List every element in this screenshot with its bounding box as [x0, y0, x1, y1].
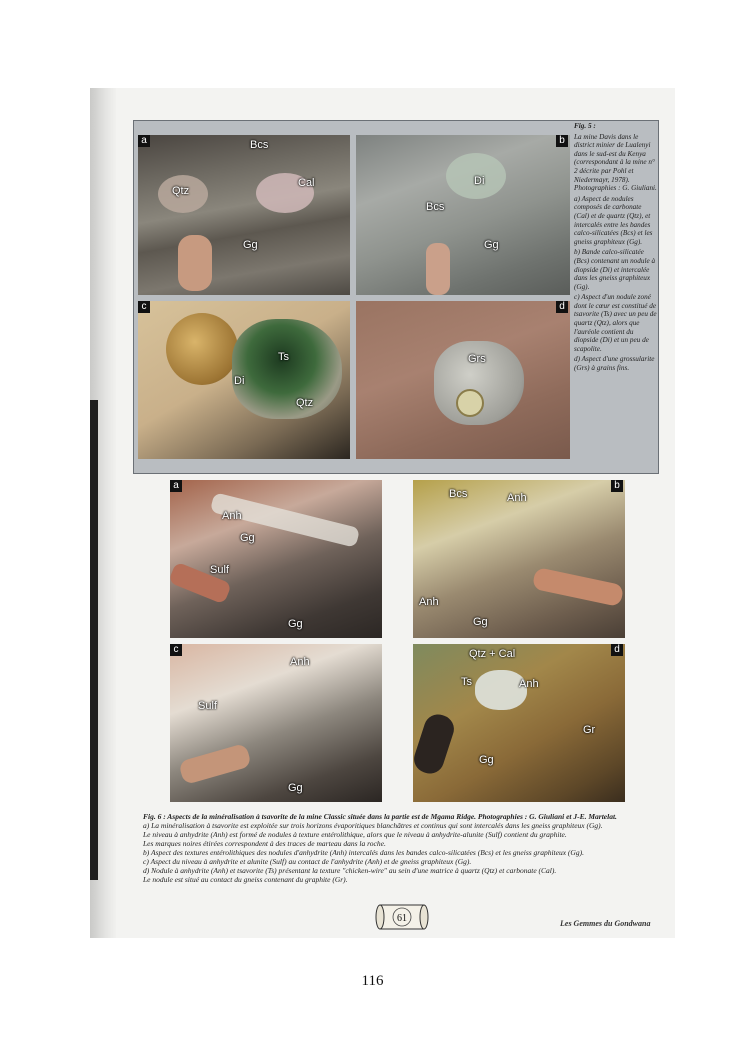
fig6-photo-c — [170, 644, 382, 802]
fig5-caption-title: Fig. 5 : — [574, 122, 596, 130]
mineral-tag: Qtz + Cal — [469, 648, 516, 660]
page-number: 116 — [361, 973, 384, 989]
mineral-tag: Gg — [484, 239, 499, 251]
fig6-caption — [143, 812, 663, 884]
mineral-tag: Gg — [243, 239, 258, 251]
fig5-caption-intro: La mine Davis dans le district minier de Lualenyi dans le sud-est du Kenya (correspondant à la mine n° 2 décrite par Pohl et Niedermayr, 1978). Photographies : G. Giuliani. — [574, 132, 657, 193]
mineral-tag: Anh — [290, 656, 310, 668]
mineral-tag: Ts — [278, 351, 289, 363]
fig5-caption-item: c) Aspect d'un nodule zoné dont le cœur est constitué de tsavorite (Ts) avec un peu de quartz (Qtz), alors que l'auréole contient du diopside (Di) et un peu de scapolite. — [574, 293, 657, 353]
mineral-tag: Gg — [479, 754, 494, 766]
fig6-caption-title: Fig. 6 : Aspects de la minéralisation à tsavorite de la mine Classic située dans la partie est de Mgama Ridge. Photographies : G. Giuliani et J-E. Martelat. — [143, 812, 617, 821]
mineral-tag: Anh — [519, 678, 539, 690]
fig6-caption-item: c) Aspect du niveau à anhydrite et alunite (Sulf) au contact de l'anhydrite (Anh) et de gneiss graphiteux (Gg). — [143, 857, 472, 866]
mineral-tag: Bcs — [426, 201, 445, 213]
fig6-photo-b — [413, 480, 625, 638]
mineral-tag: Bcs — [449, 488, 468, 500]
fig6-caption-item: a) La minéralisation à tsavorite est exploitée sur trois horizons évaporitiques blanchâtres et continus qui sont intercalés dans les gneiss graphiteux (Gg). — [143, 821, 603, 830]
fig6-caption-item: Les marques noires étirées correspondent à des traces de marteau dans la roche. — [143, 839, 386, 848]
fig5-photo-a-label: a — [138, 135, 150, 147]
fig6-photo-c-label: c — [170, 644, 182, 656]
figure-6 — [143, 478, 657, 808]
mineral-tag: Di — [234, 375, 245, 387]
mineral-tag: Anh — [419, 596, 439, 608]
emblem-number: 61 — [397, 913, 407, 924]
mineral-tag: Grs — [468, 353, 486, 365]
mineral-tag: Gg — [473, 616, 488, 628]
fig5-photo-c-label: c — [138, 301, 150, 313]
fig5-photo-d — [356, 301, 570, 459]
scroll-emblem-icon — [372, 899, 432, 935]
fig6-photo-d — [413, 644, 625, 802]
mineral-tag: Anh — [507, 492, 527, 504]
fig6-caption-item: Le niveau à anhydrite (Anh) est formé de nodules à texture entérolithique, alors que le niveau à anhydrite-alunite (Sulf) contient du graphite. — [143, 830, 567, 839]
mineral-tag: Ts — [461, 676, 472, 688]
fig6-photo-a-label: a — [170, 480, 182, 492]
fig5-photo-b — [356, 135, 570, 295]
mineral-tag: Gr — [583, 724, 596, 736]
mineral-tag: Qtz — [296, 397, 314, 409]
mineral-tag: Anh — [222, 510, 242, 522]
fig6-caption-item: b) Aspect des textures entérolithiques des nodules d'anhydrite (Anh) intercalés dans les bandes calco-silicatées (Bcs) et les gneiss graphiteux (Gg). — [143, 848, 584, 857]
fig5-caption — [574, 122, 658, 375]
mineral-tag: Gg — [240, 532, 255, 544]
fig6-caption-item: d) Nodule à anhydrite (Anh) et tsavorite (Ts) présentant la texture "chicken-wire" au sein d'une matrice à quartz (Qtz) et carbonate (Cal). — [143, 866, 557, 875]
fig6-photo-b-label: b — [611, 480, 623, 492]
fig6-caption-item: Le nodule est situé au contact du gneiss contenant du graphite (Gr). — [143, 875, 348, 884]
fig5-photo-d-label: d — [556, 301, 568, 313]
mineral-tag: Gg — [288, 618, 303, 630]
mineral-tag: Bcs — [250, 139, 269, 151]
fig5-caption-item: d) Aspect d'une grossularite (Grs) à grains fins. — [574, 355, 655, 373]
book-title: Les Gemmes du Gondwana — [560, 919, 651, 928]
mineral-tag: Di — [474, 175, 485, 187]
book-binding-edge — [90, 400, 98, 880]
fig5-caption-item: a) Aspect de nodules composés de carbonate (Cal) et de quartz (Qtz), et intercalés entre les bandes calco-silicatées (Bcs) et les gneiss graphiteux (Gg). — [574, 194, 653, 246]
mineral-tag: Qtz — [172, 185, 190, 197]
mineral-tag: Cal — [298, 177, 315, 189]
mineral-tag: Sulf — [198, 700, 217, 712]
fig5-caption-item: b) Bande calco-silicatée (Bcs) contenant un nodule à diopside (Di) et intercalée dans les gneiss graphiteux (Gg). — [574, 248, 656, 291]
fig6-photo-a — [170, 480, 382, 638]
fig5-photo-b-label: b — [556, 135, 568, 147]
fig5-photo-c — [138, 301, 350, 459]
fig6-photo-d-label: d — [611, 644, 623, 656]
mineral-tag: Sulf — [210, 564, 229, 576]
mineral-tag: Gg — [288, 782, 303, 794]
fig5-photo-a — [138, 135, 350, 295]
